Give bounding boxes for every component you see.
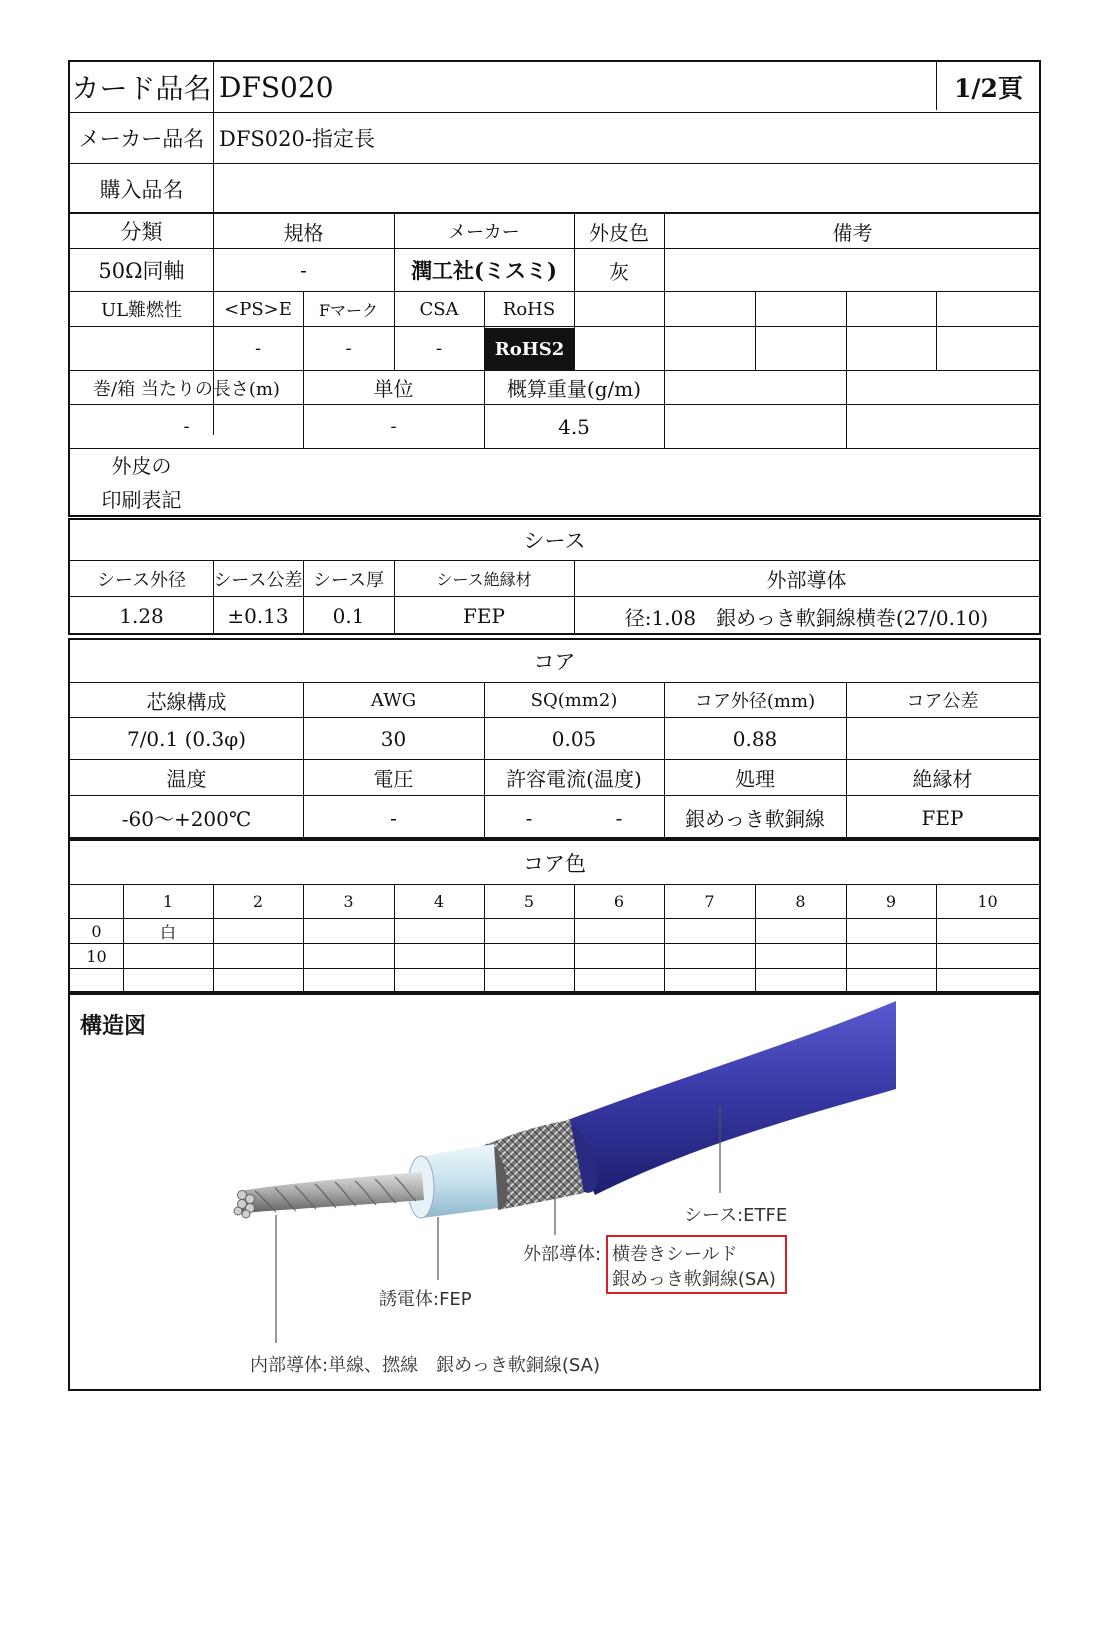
treat-label: 処理: [735, 767, 775, 791]
csa-value: -: [435, 338, 443, 359]
core-od-label: コア外径(mm): [694, 691, 816, 712]
header-block: [68, 60, 1041, 214]
pse-value: -: [254, 338, 262, 359]
maker-label: メーカー: [448, 222, 520, 243]
strand-value: 7/0.1 (0.3φ): [126, 726, 247, 751]
color-label: 外皮色: [589, 220, 649, 245]
print-label-line1: 外皮の: [111, 454, 172, 478]
sheath-thick-value: 0.1: [332, 604, 365, 628]
sheath-tol-label: シース公差: [213, 569, 303, 591]
core-color-title: コア色: [523, 851, 586, 876]
fmark-value: -: [345, 338, 352, 359]
current-label: 許容電流(温度): [506, 767, 642, 791]
class-label: 分類: [120, 220, 163, 244]
color-col-header: 6: [613, 892, 625, 911]
class-value: 50Ω同軸: [98, 259, 185, 283]
maker-value: 潤工社(ミスミ): [411, 258, 557, 283]
color-col-header: 8: [795, 892, 806, 911]
current-temp-value: -: [615, 805, 623, 830]
color-col-header: 5: [523, 892, 535, 911]
outer-conductor-value: 径:1.08 銀めっき軟銅線横巻(27/0.10): [624, 605, 989, 630]
sheath-title: シース: [523, 529, 586, 553]
length-value: -: [183, 416, 190, 437]
print-value: [213, 449, 1041, 517]
temp-value: -60〜+200℃: [121, 807, 252, 831]
color-value: 灰: [609, 259, 629, 284]
color-col-header: 7: [704, 892, 715, 911]
card-name-value: DFS020: [219, 70, 334, 104]
temp-label: 温度: [166, 767, 207, 791]
core-block: [68, 638, 1041, 839]
sheath-mat-label: シース絶縁材: [436, 570, 532, 589]
sq-value: 0.05: [551, 726, 597, 751]
spec-block: [68, 212, 1041, 517]
unit-value: -: [390, 416, 397, 437]
inner-conductor-callout: 内部導体:単線、撚線 銀めっき軟銅線(SA): [250, 1355, 601, 1376]
pse-label: <PS>E: [224, 298, 292, 320]
outer-conductor-callout-line2: 横巻きシールド: [612, 1244, 738, 1265]
outer-conductor-callout-line3: 銀めっき軟銅線(SA): [612, 1269, 776, 1290]
standard-label: 規格: [283, 220, 324, 245]
sheath-tol-value: ±0.13: [227, 604, 289, 628]
length-label: 巻/箱 当たりの長さ(m): [93, 378, 280, 400]
sheath-mat-value: FEP: [463, 604, 505, 628]
unit-label: 単位: [373, 377, 414, 401]
maker-part-label: メーカー品名: [78, 127, 205, 151]
color-col-header: 9: [885, 892, 897, 911]
remarks-value: [664, 249, 1041, 291]
sheath-block: [68, 518, 1041, 635]
highlight-box: [606, 1235, 787, 1294]
ins-label: 絶縁材: [912, 767, 973, 791]
structure-title: 構造図: [80, 1014, 147, 1039]
color-col-header: 4: [433, 892, 445, 911]
color-col-header: 2: [252, 892, 264, 911]
strand-label: 芯線構成: [146, 689, 227, 714]
color-row-label: 0: [91, 921, 102, 941]
ins-value: FEP: [921, 805, 964, 830]
outer-conductor-label: 外部導体: [766, 568, 847, 592]
color-col-header: 1: [162, 892, 174, 911]
core-tol-value: [846, 718, 1039, 759]
awg-value: 30: [380, 726, 407, 751]
rohs-label: RoHS: [502, 298, 556, 320]
dielectric-callout: 誘電体:FEP: [379, 1289, 472, 1310]
purchase-value: [213, 164, 1013, 214]
csa-label: CSA: [419, 298, 459, 320]
outer-conductor-callout: 外部導体:: [523, 1244, 602, 1265]
core-title: コア: [533, 650, 576, 674]
sq-label: SQ(mm2): [530, 689, 618, 711]
sheath-callout: シース:ETFE: [684, 1205, 788, 1226]
weight-label: 概算重量(g/m): [506, 377, 642, 401]
remarks-label: 備考: [832, 220, 873, 245]
color-row-label: 10: [86, 946, 107, 966]
sheath-thick-label: シース厚: [312, 569, 385, 591]
awg-label: AWG: [370, 689, 417, 711]
rohs-value-badge: RoHS2: [485, 328, 574, 370]
card-name-label: カード品名: [71, 72, 212, 105]
color-cell: 白: [159, 922, 176, 942]
print-label: [70, 449, 213, 517]
color-col-header: 10: [977, 892, 998, 911]
treat-value: 銀めっき軟銅線: [685, 807, 825, 831]
ul-label: UL難燃性: [100, 300, 183, 321]
page-number: 1/2頁: [954, 74, 1023, 103]
core-color-block: [68, 839, 1041, 993]
purchase-label: 購入品名: [99, 178, 184, 202]
sheath-layer: [560, 1001, 896, 1195]
fmark-label: Fマーク: [318, 300, 379, 320]
current-value: -: [525, 805, 533, 830]
sheath-od-value: 1.28: [119, 604, 164, 628]
structure-block: [68, 993, 1041, 1391]
core-od-value: 0.88: [732, 726, 778, 751]
ul-value: [70, 327, 213, 370]
print-label-line2: 印刷表記: [101, 488, 182, 512]
core-tol-label: コア公差: [906, 691, 979, 712]
standard-value: -: [300, 258, 307, 282]
volt-value: -: [390, 805, 397, 830]
maker-part-value: DFS020-指定長: [219, 127, 375, 151]
cable-structure-diagram: [70, 995, 1039, 1389]
sheath-od-label: シース外径: [96, 569, 187, 591]
weight-value: 4.5: [558, 414, 590, 439]
color-col-header: 3: [343, 892, 354, 911]
volt-label: 電圧: [373, 767, 414, 791]
